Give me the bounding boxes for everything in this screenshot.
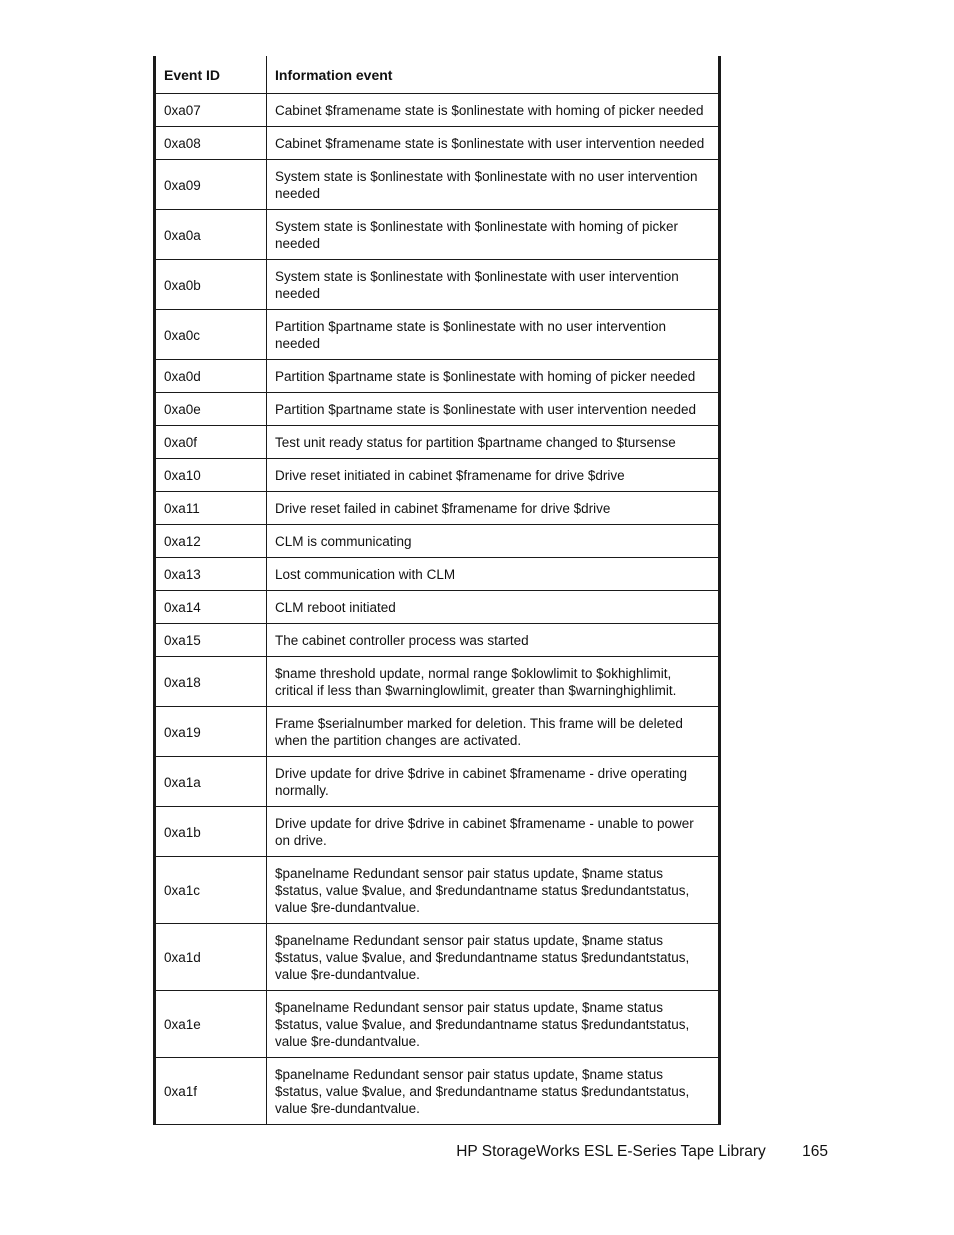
information-event-cell: Cabinet $framename state is $onlinestate with user intervention needed — [267, 127, 720, 160]
event-id-cell: 0xa14 — [155, 591, 267, 624]
table-row — [155, 492, 720, 525]
event-id-cell: 0xa09 — [155, 160, 267, 210]
event-id-cell: 0xa0a — [155, 210, 267, 260]
information-event-cell: Drive reset initiated in cabinet $framename for drive $drive — [267, 459, 720, 492]
event-id-cell: 0xa0f — [155, 426, 267, 459]
information-event-cell: System state is $onlinestate with $onlinestate with no user intervention needed — [267, 160, 720, 210]
information-event-cell: Drive update for drive $drive in cabinet $framename - drive operating normally. — [267, 757, 720, 807]
table-row — [155, 210, 720, 260]
table-row — [155, 525, 720, 558]
event-id-cell: 0xa0c — [155, 310, 267, 360]
event-id-cell: 0xa1f — [155, 1058, 267, 1125]
table-row — [155, 657, 720, 707]
information-event-cell: Partition $partname state is $onlinestate with user intervention needed — [267, 393, 720, 426]
information-event-cell: $panelname Redundant sensor pair status update, $name status $status, value $value, and $redundantname status $redundantstatus, value $re-dundantvalue. — [267, 924, 720, 991]
table-row — [155, 857, 720, 924]
table-row — [155, 924, 720, 991]
event-id-cell: 0xa0e — [155, 393, 267, 426]
information-event-cell: Frame $serialnumber marked for deletion. This frame will be deleted when the partition changes are activated. — [267, 707, 720, 757]
event-table — [153, 56, 721, 1125]
information-event-cell: Partition $partname state is $onlinestate with no user intervention needed — [267, 310, 720, 360]
event-id-cell: 0xa1a — [155, 757, 267, 807]
table-row — [155, 426, 720, 459]
table-row — [155, 1058, 720, 1125]
table-header-row — [155, 56, 720, 94]
event-id-cell: 0xa07 — [155, 94, 267, 127]
event-id-cell: 0xa18 — [155, 657, 267, 707]
table-row — [155, 991, 720, 1058]
event-id-cell: 0xa1b — [155, 807, 267, 857]
information-event-cell: Cabinet $framename state is $onlinestate with homing of picker needed — [267, 94, 720, 127]
information-event-cell: The cabinet controller process was started — [267, 624, 720, 657]
table-row — [155, 393, 720, 426]
table-row — [155, 459, 720, 492]
event-id-header: Event ID — [155, 56, 267, 94]
table-row — [155, 558, 720, 591]
information-event-cell: $panelname Redundant sensor pair status update, $name status $status, value $value, and $redundantname status $redundantstatus, value $re-dundantvalue. — [267, 857, 720, 924]
information-event-cell: $panelname Redundant sensor pair status update, $name status $status, value $value, and $redundantname status $redundantstatus, value $re-dundantvalue. — [267, 1058, 720, 1125]
table-row — [155, 160, 720, 210]
information-event-cell: Partition $partname state is $onlinestate with homing of picker needed — [267, 360, 720, 393]
event-table-body — [155, 94, 720, 1125]
event-id-cell: 0xa0b — [155, 260, 267, 310]
event-id-cell: 0xa10 — [155, 459, 267, 492]
event-id-cell: 0xa1e — [155, 991, 267, 1058]
information-event-cell: CLM reboot initiated — [267, 591, 720, 624]
page-footer — [456, 1143, 828, 1161]
information-event-header: Information event — [267, 56, 720, 94]
event-id-cell: 0xa11 — [155, 492, 267, 525]
event-id-cell: 0xa1d — [155, 924, 267, 991]
table-row — [155, 757, 720, 807]
table-row — [155, 260, 720, 310]
information-event-cell: System state is $onlinestate with $onlinestate with homing of picker needed — [267, 210, 720, 260]
information-event-cell: CLM is communicating — [267, 525, 720, 558]
event-id-cell: 0xa12 — [155, 525, 267, 558]
information-event-cell: Test unit ready status for partition $partname changed to $tursense — [267, 426, 720, 459]
table-row — [155, 707, 720, 757]
information-event-cell: System state is $onlinestate with $onlinestate with user intervention needed — [267, 260, 720, 310]
table-row — [155, 127, 720, 160]
table-row — [155, 591, 720, 624]
table-row — [155, 624, 720, 657]
information-event-cell: Drive update for drive $drive in cabinet $framename - unable to power on drive. — [267, 807, 720, 857]
event-id-cell: 0xa0d — [155, 360, 267, 393]
information-event-cell: Drive reset failed in cabinet $framename for drive $drive — [267, 492, 720, 525]
information-event-cell: $panelname Redundant sensor pair status update, $name status $status, value $value, and $redundantname status $redundantstatus, value $re-dundantvalue. — [267, 991, 720, 1058]
information-event-cell: $name threshold update, normal range $oklowlimit to $okhighlimit, critical if less than $warninglowlimit, greater than $warninghighlimit. — [267, 657, 720, 707]
table-row — [155, 807, 720, 857]
event-id-cell: 0xa1c — [155, 857, 267, 924]
event-id-cell: 0xa08 — [155, 127, 267, 160]
footer-doc-title: HP StorageWorks ESL E-Series Tape Library — [456, 1143, 766, 1160]
table-row — [155, 360, 720, 393]
event-id-cell: 0xa19 — [155, 707, 267, 757]
event-id-cell: 0xa15 — [155, 624, 267, 657]
event-id-cell: 0xa13 — [155, 558, 267, 591]
information-event-cell: Lost communication with CLM — [267, 558, 720, 591]
table-row — [155, 310, 720, 360]
table-row — [155, 94, 720, 127]
page-number: 165 — [802, 1143, 828, 1160]
